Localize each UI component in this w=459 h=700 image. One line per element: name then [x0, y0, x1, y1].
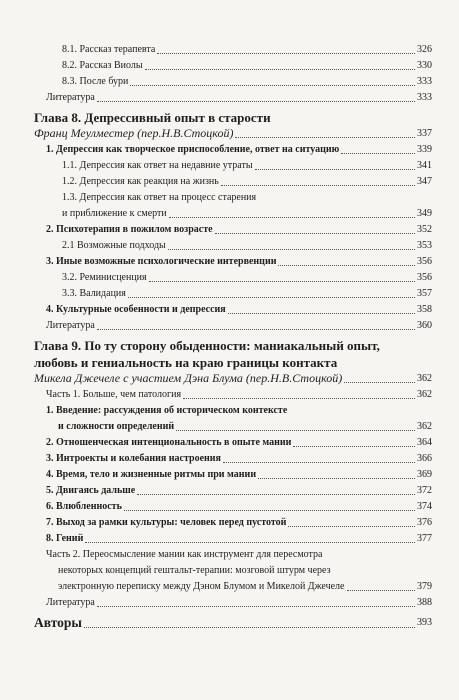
dot-leader	[85, 542, 415, 543]
toc-entry-text: 1.3. Депрессия как ответ на процесс старения	[62, 192, 257, 203]
dot-leader	[168, 249, 415, 250]
dot-leader	[130, 85, 415, 86]
dot-leader	[293, 446, 415, 447]
toc-entry-text: Часть 2. Переосмысление мании как инструмент для пересмотра	[46, 549, 323, 560]
authors-heading: Авторы	[34, 615, 82, 630]
toc-entry	[62, 158, 432, 174]
toc-entry	[62, 238, 432, 254]
toc-page-number: 347	[417, 176, 432, 187]
dot-leader	[84, 627, 415, 628]
toc-page-number: 369	[417, 469, 432, 480]
toc-page-number: 352	[417, 224, 432, 235]
toc-entry-text: 8. Гений	[46, 533, 84, 544]
toc-entry	[46, 467, 432, 483]
toc-entry-text: 1.1. Депрессия как ответ на недавние утраты	[62, 160, 253, 171]
dot-leader	[235, 137, 415, 138]
dot-leader	[347, 590, 416, 591]
toc-entry	[46, 515, 432, 531]
toc-entry-text: 1.2. Депрессия как реакция на жизнь	[62, 176, 219, 187]
toc-page-number: 364	[417, 437, 432, 448]
toc-entry-text: и сложности определений	[58, 421, 175, 432]
toc-entry	[62, 74, 432, 90]
chapter-8-author-entry	[34, 125, 432, 142]
toc-entry	[46, 302, 432, 318]
toc-entry	[62, 270, 432, 286]
toc-entry	[46, 90, 432, 106]
toc-entry-text: Литература	[46, 92, 95, 103]
toc-entry	[46, 387, 432, 403]
chapter-9-author-entry	[34, 370, 432, 387]
toc-entry	[46, 531, 432, 547]
toc-page-number: 357	[417, 288, 432, 299]
toc-entry-text: 4. Культурные особенности и депрессия	[46, 304, 226, 315]
toc-page-number: 333	[417, 76, 432, 87]
toc-page-number: 330	[417, 60, 432, 71]
chapter-9-title-line1: Глава 9. По ту сторону обыденности: маниакальный опыт,	[34, 338, 380, 353]
toc-entry-text: 8.2. Рассказ Виолы	[62, 60, 143, 71]
toc-entry-text: 6. Влюбленность	[46, 501, 122, 512]
toc-entry-text: Часть 1. Больше, чем патология	[46, 389, 182, 400]
dot-leader	[176, 430, 415, 431]
dot-leader	[344, 382, 415, 383]
toc-page-number: 362	[417, 373, 432, 384]
toc-entry	[46, 483, 432, 499]
dot-leader	[157, 53, 415, 54]
toc-page-number: 341	[417, 160, 432, 171]
toc-entry-text: 2.1 Возможные подходы	[62, 240, 166, 251]
toc-entry-text: некоторых концепций гештальт-терапии: мозговой штурм через	[58, 565, 331, 576]
toc-entry	[58, 579, 432, 595]
toc-entry-text: 3. Интроекты и колебания настроения	[46, 453, 221, 464]
toc-entry	[46, 451, 432, 467]
dot-leader	[223, 462, 415, 463]
dot-leader	[137, 494, 415, 495]
toc-entry-text: Литература	[46, 320, 95, 331]
toc-entry	[46, 254, 432, 270]
toc-entry-text: 1. Введение: рассуждения об историческом контексте	[46, 405, 288, 416]
toc-entry	[46, 222, 432, 238]
toc-page-number: 333	[417, 92, 432, 103]
toc-page-number: 377	[417, 533, 432, 544]
toc-entry	[62, 42, 432, 58]
toc-page-number: 326	[417, 44, 432, 55]
dot-leader	[215, 233, 415, 234]
toc-entry-text: 5. Двигаясь дальше	[46, 485, 136, 496]
toc-entry-text: электронную переписку между Дэном Блумом и Микелой Джечеле	[58, 581, 345, 592]
toc-page-number: 360	[417, 320, 432, 331]
toc-page-number: 362	[417, 421, 432, 432]
toc-page-number: 337	[417, 128, 432, 139]
toc-page-number: 393	[417, 617, 432, 628]
toc-entry-text: 3. Иные возможные психологические интервенции	[46, 256, 277, 267]
toc-entry-text: 2. Психотерапия в пожилом возрасте	[46, 224, 213, 235]
toc-entry	[46, 499, 432, 515]
toc-page-number: 372	[417, 485, 432, 496]
toc-entry-text: 8.3. После бури	[62, 76, 129, 87]
authors-entry	[34, 614, 432, 632]
toc-page-number: 362	[417, 389, 432, 400]
toc-entry	[62, 174, 432, 190]
dot-leader	[149, 281, 415, 282]
dot-leader	[258, 478, 415, 479]
toc-entry	[62, 58, 432, 74]
toc-entry-text: 2. Отношенческая интенциональность в опыте мании	[46, 437, 292, 448]
toc-page-number: 388	[417, 597, 432, 608]
dot-leader	[228, 313, 415, 314]
toc-page-number: 379	[417, 581, 432, 592]
toc-entry-text: 4. Время, тело и жизненные ритмы при мании	[46, 469, 257, 480]
toc-page-number: 339	[417, 144, 432, 155]
toc-page-number: 374	[417, 501, 432, 512]
toc-page-number: 349	[417, 208, 432, 219]
dot-leader	[124, 510, 415, 511]
dot-leader	[288, 526, 415, 527]
toc-entry	[46, 595, 432, 611]
toc-page-number: 356	[417, 272, 432, 283]
dot-leader	[128, 297, 415, 298]
dot-leader	[97, 101, 415, 102]
toc-entry	[62, 286, 432, 302]
toc-entry-text: 8.1. Рассказ терапевта	[62, 44, 156, 55]
toc-page-number: 353	[417, 240, 432, 251]
toc-page-number: 366	[417, 453, 432, 464]
dot-leader	[278, 265, 415, 266]
dot-leader	[221, 185, 415, 186]
toc-entry-text: 3.2. Реминисценция	[62, 272, 147, 283]
toc-entry-text: и приближение к смерти	[62, 208, 167, 219]
dot-leader	[97, 329, 415, 330]
toc-entry-text: 7. Выход за рамки культуры: человек перед пустотой	[46, 517, 287, 528]
toc-entry	[58, 419, 432, 435]
chapter-author: Микела Джечеле с участием Дэна Блума (пер.Н.В.Стоцкой)	[34, 371, 343, 385]
dot-leader	[183, 398, 415, 399]
dot-leader	[145, 69, 415, 70]
dot-leader	[97, 606, 415, 607]
chapter-8-title: Глава 8. Депрессивный опыт в старости	[34, 110, 271, 125]
toc-entry	[46, 318, 432, 334]
toc-entry-text: Литература	[46, 597, 95, 608]
dot-leader	[169, 217, 415, 218]
toc-entry-text: 3.3. Валидация	[62, 288, 126, 299]
chapter-author: Франц Меулместер (пер.Н.В.Стоцкой)	[34, 126, 234, 140]
toc-page-number: 376	[417, 517, 432, 528]
toc-entry-text: 1. Депрессия как творческое приспособление, ответ на ситуацию	[46, 144, 340, 155]
toc-entry	[46, 435, 432, 451]
toc-page-number: 358	[417, 304, 432, 315]
toc-entry	[46, 142, 432, 158]
dot-leader	[255, 169, 415, 170]
chapter-9-title-line2: любовь и гениальность на краю границы контакта	[34, 355, 338, 370]
toc-entry	[62, 206, 432, 222]
toc-page-number: 356	[417, 256, 432, 267]
dot-leader	[341, 153, 415, 154]
